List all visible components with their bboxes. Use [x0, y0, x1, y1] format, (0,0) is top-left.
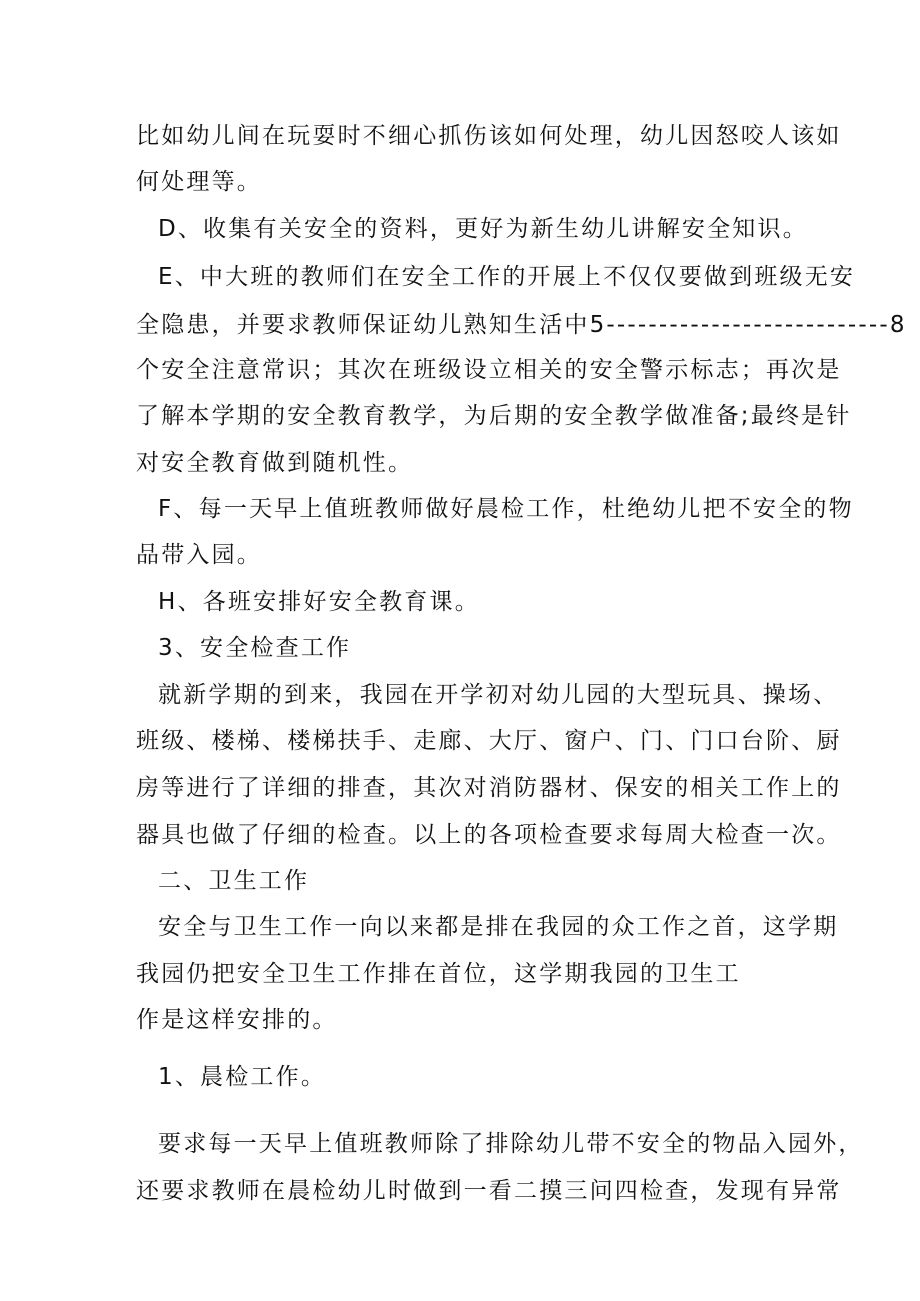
paragraph-line: 房等进行了详细的排查，其次对消防器材、保安的相关工作上的: [136, 775, 842, 801]
paragraph-line: 全隐患，并要求教师保证幼儿熟知生活中5---------------------------8: [136, 312, 907, 338]
list-item-e: E、中大班的教师们在安全工作的开展上不仅仅要做到班级无安: [158, 264, 856, 290]
paragraph-line: 班级、楼梯、楼梯扶手、走廊、大厅、窗户、门、门口台阶、厨: [136, 728, 842, 754]
paragraph-line: 个安全注意常识；其次在班级设立相关的安全警示标志；再次是: [136, 357, 842, 383]
section-heading-hygiene-work: 二、卫生工作: [158, 868, 310, 894]
paragraph-line: 安全与卫生工作一向以来都是排在我园的众工作之首，这学期: [158, 914, 839, 940]
list-item-d: D、收集有关安全的资料，更好为新生幼儿讲解安全知识。: [158, 216, 808, 242]
paragraph-line: 品带入园。: [136, 542, 262, 568]
list-item-f: F、每一天早上值班教师做好晨检工作，杜绝幼儿把不安全的物: [158, 496, 854, 522]
list-item-h: H、各班安排好安全教育课。: [158, 589, 480, 615]
paragraph-line: 还要求教师在晨检幼儿时做到一看二摸三问四检查，发现有异常: [136, 1178, 842, 1204]
paragraph-line: 作是这样安排的。: [136, 1007, 338, 1033]
section-heading-morning-check: 1、晨检工作。: [158, 1064, 327, 1090]
paragraph-line: 比如幼儿间在玩耍时不细心抓伤该如何处理，幼儿因怒咬人该如: [136, 123, 842, 149]
paragraph-line: 器具也做了仔细的检查。以上的各项检查要求每周大检查一次。: [136, 822, 842, 848]
section-heading-safety-inspection: 3、安全检查工作: [158, 635, 352, 661]
paragraph-line: 我园仍把安全卫生工作排在首位，这学期我园的卫生工: [136, 961, 741, 987]
paragraph-line: 对安全教育做到随机性。: [136, 450, 414, 476]
paragraph-line: 要求每一天早上值班教师除了排除幼儿带不安全的物品入园外，: [158, 1131, 864, 1157]
paragraph-line: 就新学期的到来，我园在开学初对幼儿园的大型玩具、操场、: [158, 682, 839, 708]
paragraph-line: 了解本学期的安全教育教学，为后期的安全教学做准备;最终是针: [136, 403, 852, 429]
paragraph-line: 何处理等。: [136, 169, 262, 195]
